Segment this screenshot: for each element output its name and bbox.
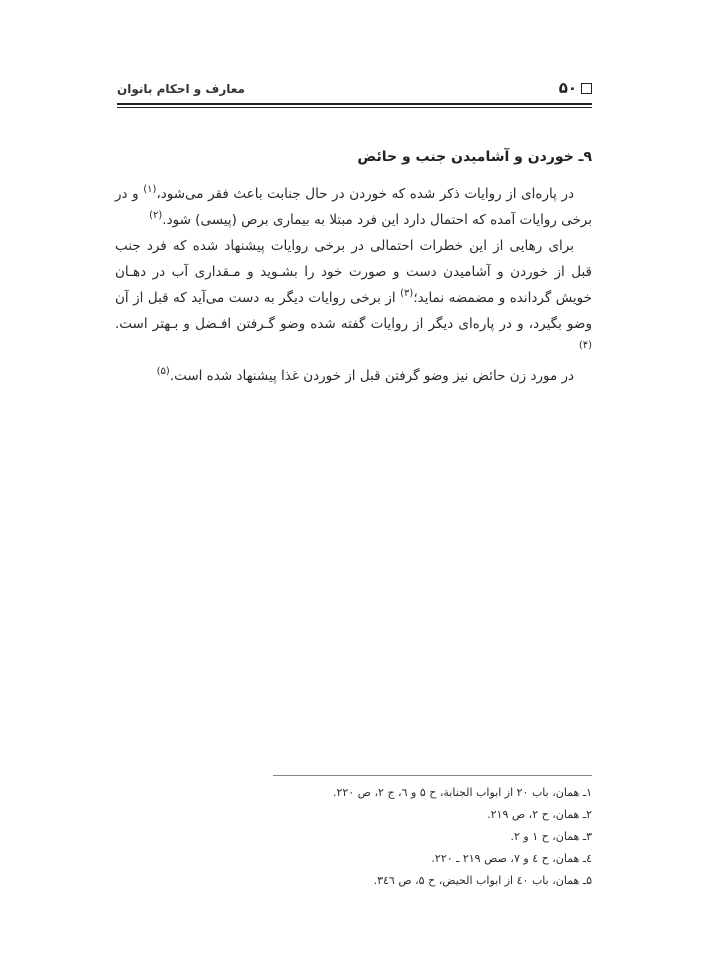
header-divider-thin	[117, 107, 592, 108]
footnote-reference[interactable]: (۲)	[149, 210, 163, 221]
footnote-item: ۵ـ همان، باب ٤۰ از ابواب الحیض، ح ۵، ص ۳٤٦.	[373, 874, 592, 887]
header-divider-thick	[117, 103, 592, 105]
footnotes	[273, 782, 592, 892]
page-number-group	[559, 79, 592, 97]
section-heading: ۹ـ خوردن و آشامیدن جنب و حائض	[357, 149, 592, 165]
paragraph-text: برای رهایی از این خطرات احتمالی در برخی روایات پیشنهاد شده که فرد جنب قبل از خوردن و آشامیدن دست و صورت خود را بشـوید و مـقداری آب در دهـان خویش گردانده و مضمضه نماید؛	[115, 238, 592, 306]
footnote-item: ۳ـ همان، ح ۱ و ۲.	[510, 830, 592, 843]
main-content	[115, 145, 592, 389]
paragraph-text: در پاره‌ای از روایات ذکر شده که خوردن در حال جنابت باعث فقر می‌شود،	[156, 186, 574, 202]
footnote-item: ۱ـ همان، باب ۲۰ از ابواب الجنابة، ح ۵ و ٦، ج ۲، ص ۲۲۰.	[332, 786, 592, 799]
page-number: ۵۰	[558, 79, 577, 97]
paragraph-text: و در برخی روایات آمده که احتمال دارد این فرد مبتلا به بیماری برص (پیسی) شود.	[115, 186, 592, 228]
footnote-item: ٤ـ همان، ح ٤ و ۷، صص ۲۱۹ ـ ۲۲۰.	[431, 852, 592, 865]
body-paragraph	[115, 233, 592, 363]
footnote-reference[interactable]: (۱)	[143, 184, 157, 195]
body-paragraph	[115, 181, 592, 233]
footnote-divider	[273, 775, 592, 776]
square-bullet-icon	[581, 83, 592, 94]
body-paragraph	[115, 363, 592, 389]
paragraphs	[115, 181, 592, 389]
footnote-item: ۲ـ همان، ح ۲، ص ۲۱۹.	[487, 808, 592, 821]
book-title: معارف و احکام بانوان	[117, 82, 245, 96]
page-header	[117, 78, 592, 100]
paragraph-text: از برخی روایات دیگر به دست می‌آید که قبل از آن وضو بگیرد، و در پاره‌ای دیگر از روایات گفته شده وضو گـرفتن افـضل و بـهتر است.	[115, 290, 592, 332]
footnote-reference[interactable]: (۵)	[156, 366, 170, 377]
footnote-reference[interactable]: (۴)	[578, 340, 592, 351]
paragraph-text: در مورد زن حائض نیز وضو گرفتن قبل از خوردن غذا پیشنهاد شده است.	[169, 368, 574, 384]
footnote-reference[interactable]: (۳)	[400, 288, 414, 299]
